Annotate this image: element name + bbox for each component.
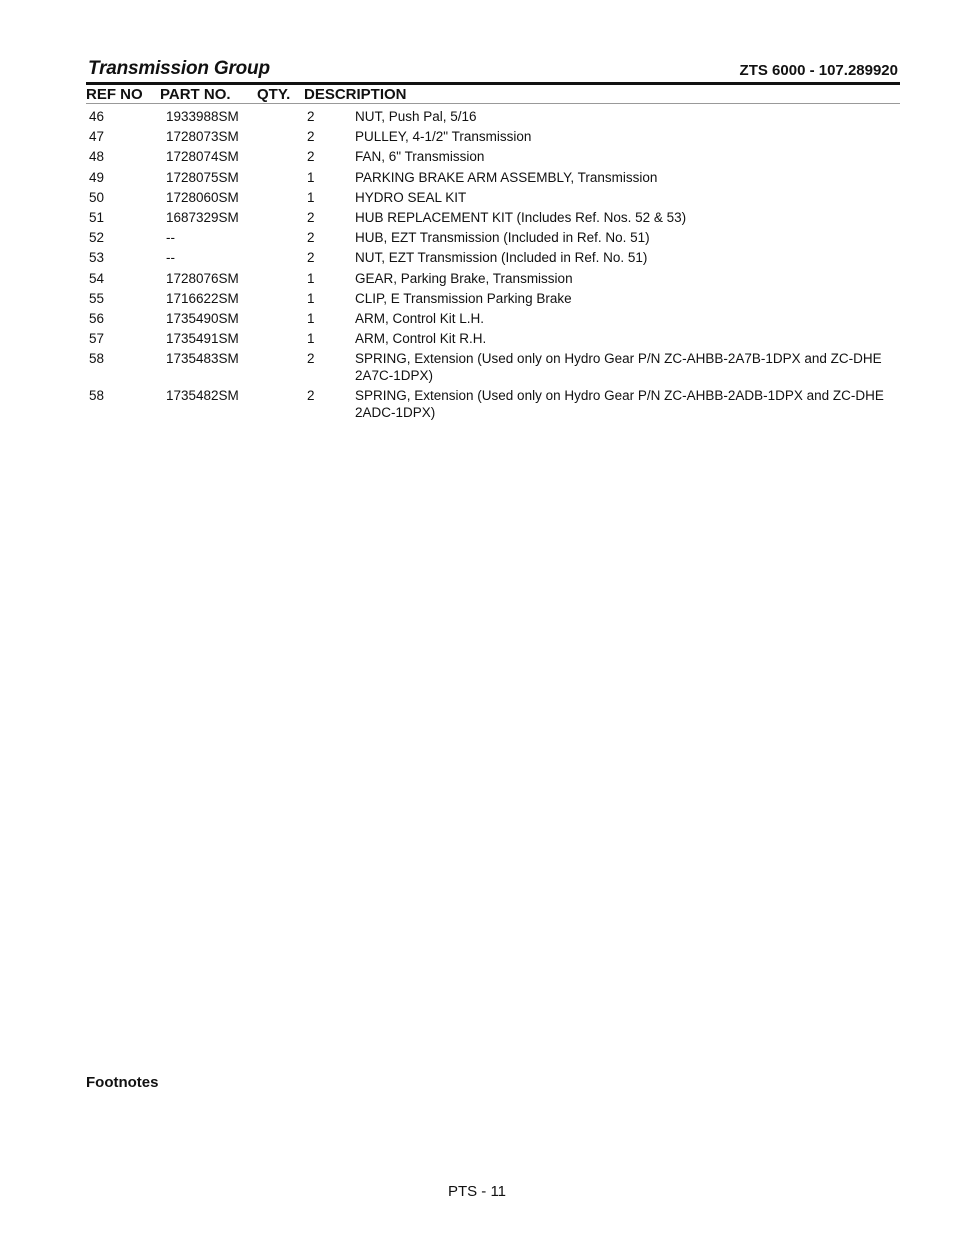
section-title: Transmission Group — [88, 58, 270, 79]
qty-cell: 1 — [307, 189, 315, 205]
part-no-cell: 1735491SM — [166, 331, 239, 347]
col-header-ref-no: REF NO — [86, 86, 143, 103]
qty-cell: 2 — [307, 109, 315, 124]
ref-no-cell: 55 — [89, 290, 105, 306]
ref-no-cell: 58 — [89, 351, 105, 367]
header-rule — [86, 82, 900, 85]
table-row — [86, 209, 900, 226]
ref-no-cell: 53 — [89, 250, 105, 266]
table-row — [86, 169, 900, 186]
ref-no-cell: 58 — [89, 388, 105, 404]
description-cell: ARM, Control Kit R.H. — [355, 331, 487, 347]
qty-cell: 2 — [307, 388, 315, 404]
description-cell: PARKING BRAKE ARM ASSEMBLY, Transmission — [355, 169, 658, 185]
description-cell: HYDRO SEAL KIT — [355, 189, 467, 205]
ref-no-cell: 56 — [89, 310, 105, 326]
description-cell: SPRING, Extension (Used only on Hydro Gear P/N ZC-AHBB-2ADB-1DPX and ZC-DHE 2ADC-1DPX) — [355, 388, 884, 421]
col-header-qty: QTY. — [257, 86, 291, 103]
ref-no-cell: 47 — [89, 129, 105, 145]
page-header — [86, 58, 900, 84]
qty-cell: 2 — [307, 250, 315, 266]
table-row — [86, 229, 900, 246]
footnotes-heading: Footnotes — [86, 1074, 159, 1091]
col-header-part-no: PART NO. — [160, 86, 231, 103]
ref-no-cell: 54 — [89, 270, 105, 286]
part-no-cell: 1716622SM — [166, 290, 239, 306]
part-no-cell: 1728073SM — [166, 129, 239, 145]
part-no-cell: -- — [166, 230, 175, 246]
ref-no-cell: 49 — [89, 169, 105, 185]
table-row — [86, 310, 900, 327]
part-no-cell: 1728075SM — [166, 169, 239, 185]
description-cell: ARM, Control Kit L.H. — [355, 310, 485, 326]
qty-cell: 1 — [307, 310, 315, 326]
part-no-cell: 1687329SM — [166, 209, 239, 225]
page-number: PTS - 11 — [447, 1183, 507, 1200]
table-row — [86, 148, 900, 165]
ref-no-cell: 51 — [89, 209, 105, 225]
description-cell: CLIP, E Transmission Parking Brake — [355, 290, 572, 306]
table-row — [86, 330, 900, 347]
qty-cell: 2 — [307, 129, 315, 145]
part-no-cell: 1735482SM — [166, 388, 239, 404]
part-no-cell: 1728076SM — [166, 270, 239, 286]
part-no-cell: 1735490SM — [166, 310, 239, 326]
qty-cell: 1 — [307, 169, 315, 185]
table-row — [86, 350, 900, 384]
qty-cell: 2 — [307, 230, 315, 246]
part-no-cell: 1728074SM — [166, 149, 239, 165]
table-row — [86, 108, 900, 125]
qty-cell: 1 — [307, 290, 315, 306]
qty-cell: 1 — [307, 331, 315, 347]
part-no-cell: -- — [166, 250, 175, 266]
qty-cell: 1 — [307, 270, 315, 286]
description-cell: SPRING, Extension (Used only on Hydro Gear P/N ZC-AHBB-2A7B-1DPX and ZC-DHE 2A7C-1DPX) — [355, 351, 882, 384]
ref-no-cell: 46 — [89, 109, 105, 124]
qty-cell: 2 — [307, 149, 315, 165]
model-number: ZTS 6000 - 107.289920 — [739, 62, 898, 79]
description-cell: HUB REPLACEMENT KIT (Includes Ref. Nos. 52 & 53) — [355, 209, 687, 225]
description-cell: GEAR, Parking Brake, Transmission — [355, 270, 573, 286]
parts-table — [86, 108, 900, 425]
table-row — [86, 249, 900, 266]
description-cell: HUB, EZT Transmission (Included in Ref. No. 51) — [355, 230, 650, 246]
ref-no-cell: 50 — [89, 189, 105, 205]
table-row — [86, 128, 900, 145]
qty-cell: 2 — [307, 351, 315, 367]
ref-no-cell: 52 — [89, 230, 105, 246]
table-row — [86, 270, 900, 287]
column-headers — [86, 86, 900, 104]
part-no-cell: 1933988SM — [166, 109, 239, 124]
col-header-description: DESCRIPTION — [304, 86, 407, 103]
description-cell: PULLEY, 4-1/2" Transmission — [355, 129, 532, 145]
part-no-cell: 1735483SM — [166, 351, 239, 367]
table-row — [86, 189, 900, 206]
description-cell: NUT, EZT Transmission (Included in Ref. No. 51) — [355, 250, 648, 266]
qty-cell: 2 — [307, 209, 315, 225]
description-cell: FAN, 6" Transmission — [355, 149, 485, 165]
column-header-rule — [86, 103, 900, 104]
ref-no-cell: 48 — [89, 149, 105, 165]
table-row — [86, 290, 900, 307]
part-no-cell: 1728060SM — [166, 189, 239, 205]
ref-no-cell: 57 — [89, 331, 105, 347]
table-row — [86, 387, 900, 421]
description-cell: NUT, Push Pal, 5/16 — [355, 109, 477, 124]
